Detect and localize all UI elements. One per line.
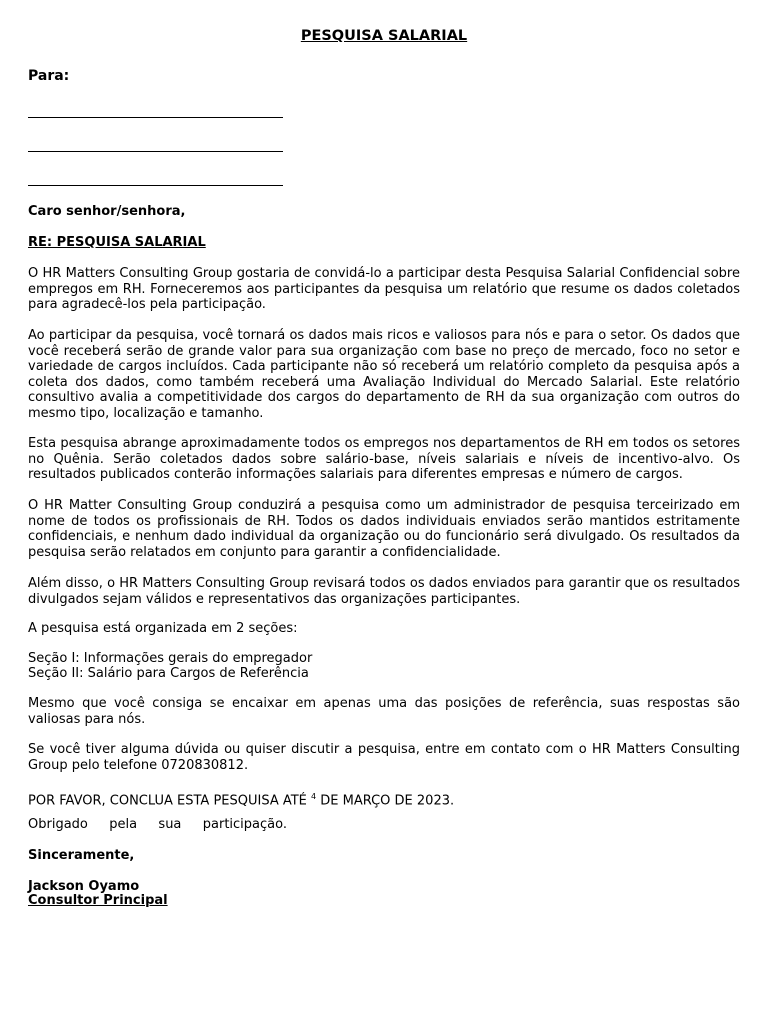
paragraph-contact: Se você tiver alguma dúvida ou quiser discutir a pesquisa, entre em contato com o HR Matters Consulting Group pelo telefone 0720830812. <box>28 742 740 773</box>
thanks-line <box>28 817 287 832</box>
thanks-word-2: pela <box>109 817 138 832</box>
deadline-notice <box>28 789 454 809</box>
signer-name: Jackson Oyamo <box>28 879 140 894</box>
section-item-1: Seção I: Informações gerais do empregador <box>28 651 313 666</box>
paragraph-review: Além disso, o HR Matters Consulting Group revisará todos os dados enviados para garantir que os resultados divulgados sejam válidos e representativos das organizações participantes. <box>28 576 740 607</box>
deadline-sup: 4 <box>311 792 317 801</box>
address-line-3 <box>28 185 283 186</box>
address-line-2 <box>28 151 283 152</box>
subject-line: RE: PESQUISA SALARIAL <box>28 235 206 250</box>
thanks-word-4: participação. <box>202 817 287 832</box>
paragraph-intro: O HR Matters Consulting Group gostaria de convidá-lo a participar desta Pesquisa Salarial Confidencial sobre empregos em RH. Forneceremos aos participantes da pesquisa um relatório que resume os dados coletados para agradecê-los pela participação. <box>28 266 740 312</box>
paragraph-confidentiality: O HR Matter Consulting Group conduzirá a pesquisa como um administrador de pesquisa terceirizado em nome de todos os profissionais de RH. Todos os dados individuais enviados serão mantidos estritamente confidenciais, e nenhum dado individual da organização ou do funcionário será divulgado. Os resultados da pesquisa serão relatados em conjunto para garantir a confidencialidade. <box>28 498 740 560</box>
signer-title: Consultor Principal <box>28 893 168 908</box>
to-label: Para: <box>28 68 70 84</box>
paragraph-sections-intro: A pesquisa está organizada em 2 seções: <box>28 621 298 636</box>
document-title: PESQUISA SALARIAL <box>300 28 468 44</box>
deadline-suffix: DE MARÇO DE 2023. <box>316 793 455 809</box>
deadline-prefix: POR FAVOR, CONCLUA ESTA PESQUISA ATÉ <box>28 793 312 809</box>
salutation: Caro senhor/senhora, <box>28 204 186 219</box>
closing: Sinceramente, <box>28 848 135 863</box>
thanks-word-3: sua <box>158 817 182 832</box>
paragraph-benefits: Ao participar da pesquisa, você tornará os dados mais ricos e valiosos para nós e para o setor. Os dados que você receberá serão de grande valor para sua organização com base no preço de mercado, foco no setor e variedade de cargos incluídos. Cada participante não só receberá um relatório completo da pesquisa após a coleta dos dados, como também receberá uma Avaliação Individual do Mercado Salarial. Este relatório consultivo avalia a competitividade dos cargos do departamento de RH da sua organização com outros do mesmo tipo, localização e tamanho. <box>28 328 740 421</box>
paragraph-scope: Esta pesquisa abrange aproximadamente todos os empregos nos departamentos de RH em todos os setores no Quênia. Serão coletados dados sobre salário-base, níveis salariais e níveis de incentivo-alvo. Os resultados publicados conterão informações salariais para diferentes empresas e número de cargos. <box>28 436 740 482</box>
section-item-2: Seção II: Salário para Cargos de Referência <box>28 666 309 681</box>
thanks-word-1: Obrigado <box>28 817 88 832</box>
address-line-1 <box>28 117 283 118</box>
paragraph-reference: Mesmo que você consiga se encaixar em apenas uma das posições de referência, suas respostas são valiosas para nós. <box>28 696 740 727</box>
